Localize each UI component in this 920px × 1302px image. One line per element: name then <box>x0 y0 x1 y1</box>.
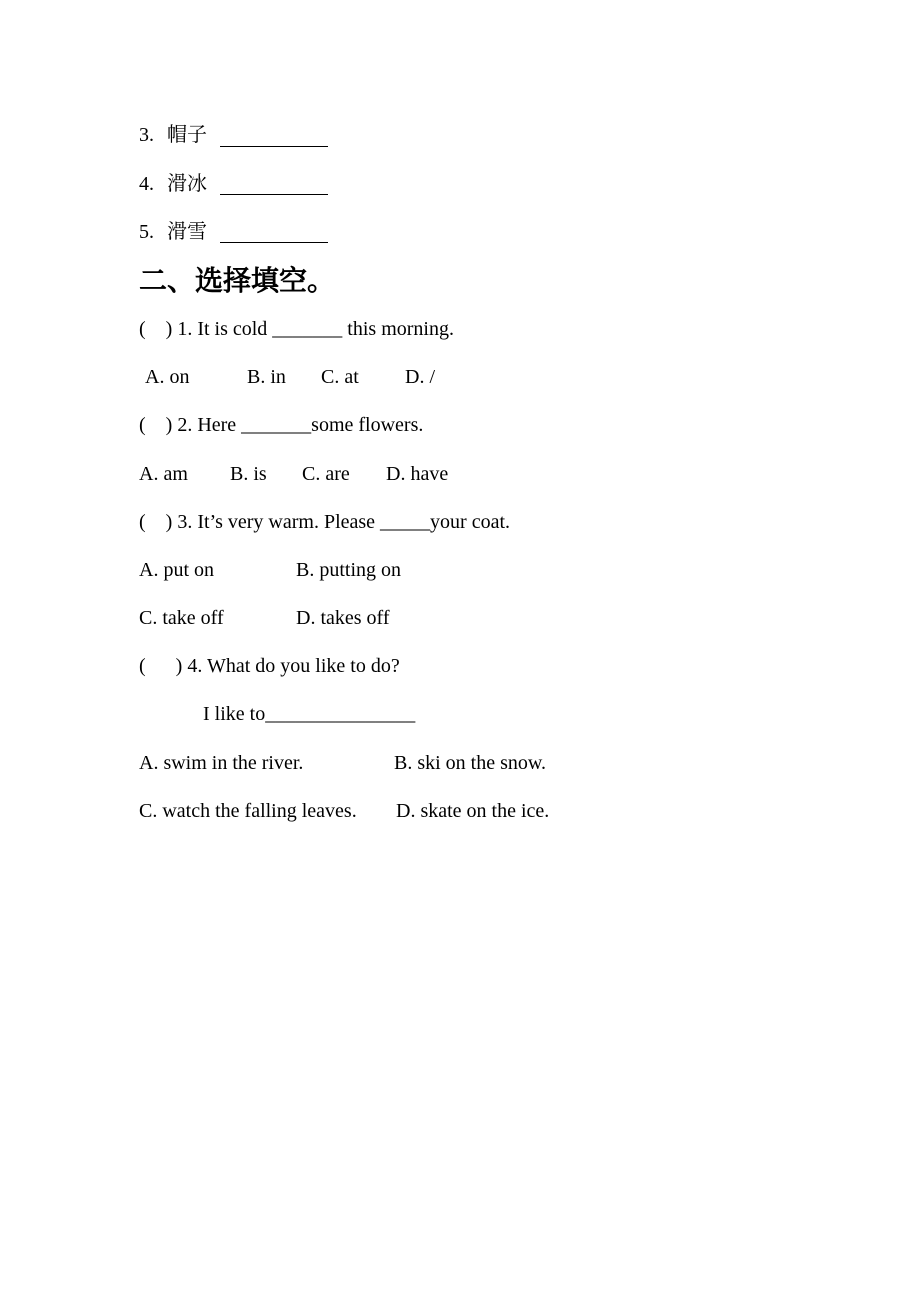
question-stem: ( ) 3. It’s very warm. Please _____your coat. <box>139 511 511 533</box>
vocab-number: 5. <box>139 221 154 243</box>
option-b: B. is <box>230 463 267 485</box>
vocab-word: 滑雪 <box>167 221 207 243</box>
answer-blank[interactable] <box>220 146 328 147</box>
question-stem: ( ) 2. Here _______some flowers. <box>139 414 424 436</box>
answer-line: I like to_______________ <box>203 703 416 725</box>
section-heading: 二、选择填空。 <box>139 264 336 297</box>
option-d: D. have <box>386 463 449 485</box>
option-c: C. watch the falling leaves. <box>139 800 357 822</box>
option-a: A. swim in the river. <box>139 752 304 774</box>
question-stem: ( ) 1. It is cold _______ this morning. <box>139 318 454 340</box>
question-stem: ( ) 4. What do you like to do? <box>139 655 400 677</box>
answer-blank[interactable] <box>220 242 328 243</box>
option-a: A. on <box>145 366 190 388</box>
option-a: A. put on <box>139 559 214 581</box>
option-d: D. / <box>405 366 435 388</box>
vocab-number: 3. <box>139 124 154 146</box>
option-a: A. am <box>139 463 188 485</box>
option-b: B. in <box>247 366 286 388</box>
vocab-word: 滑冰 <box>167 173 207 195</box>
option-c: C. are <box>302 463 350 485</box>
vocab-word: 帽子 <box>167 124 207 146</box>
option-d: D. skate on the ice. <box>396 800 550 822</box>
answer-blank[interactable] <box>220 194 328 195</box>
option-c: C. take off <box>139 607 224 629</box>
option-b: B. ski on the snow. <box>394 752 547 774</box>
option-b: B. putting on <box>296 559 402 581</box>
option-d: D. takes off <box>296 607 390 629</box>
option-c: C. at <box>321 366 359 388</box>
vocab-number: 4. <box>139 173 154 195</box>
